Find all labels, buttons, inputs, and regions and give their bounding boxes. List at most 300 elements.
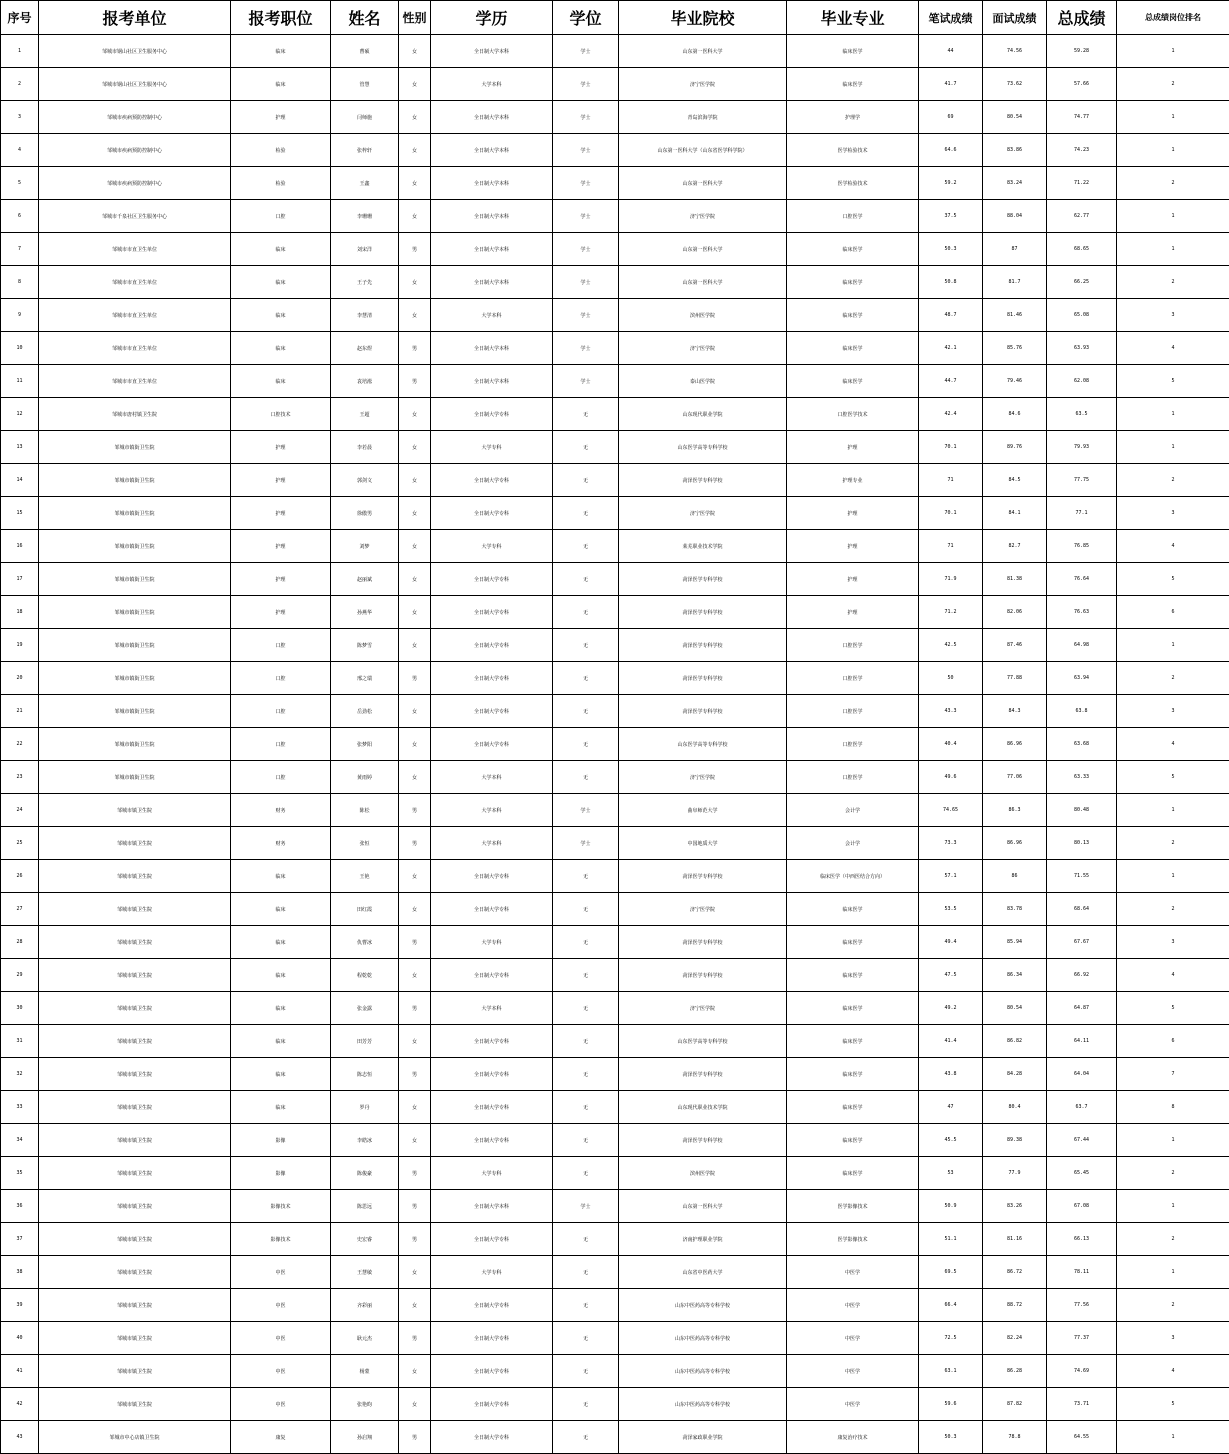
gender-cell: 女	[399, 596, 431, 629]
total-score-cell: 62.77	[1047, 200, 1117, 233]
degree-cell: 无	[553, 530, 619, 563]
interview-score-cell: 88.72	[983, 1289, 1047, 1322]
seq-cell: 20	[1, 662, 39, 695]
education-cell: 大学本科	[431, 299, 553, 332]
name-cell: 张梦阳	[331, 728, 399, 761]
gender-cell: 男	[399, 1157, 431, 1190]
table-row	[1, 497, 1229, 530]
total-score-cell: 57.66	[1047, 68, 1117, 101]
major-cell: 口腔医学	[787, 695, 919, 728]
degree-cell: 学士	[553, 101, 619, 134]
table-row	[1, 728, 1229, 761]
interview-score-cell: 84.5	[983, 464, 1047, 497]
name-cell: 刘梦	[331, 530, 399, 563]
gender-cell: 女	[399, 200, 431, 233]
interview-score-cell: 81.46	[983, 299, 1047, 332]
position-cell: 影像技术	[231, 1190, 331, 1223]
major-cell: 临床医学	[787, 299, 919, 332]
written-score-cell: 47	[919, 1091, 983, 1124]
position-cell: 临床	[231, 860, 331, 893]
total-score-cell: 71.55	[1047, 860, 1117, 893]
total-score-cell: 63.33	[1047, 761, 1117, 794]
major-cell: 医学检验技术	[787, 134, 919, 167]
degree-cell: 无	[553, 398, 619, 431]
interview-score-cell: 84.28	[983, 1058, 1047, 1091]
gender-cell: 男	[399, 233, 431, 266]
unit-cell: 邹城市镇卫生院	[39, 860, 231, 893]
total-score-cell: 65.45	[1047, 1157, 1117, 1190]
interview-score-cell: 84.1	[983, 497, 1047, 530]
interview-score-cell: 87.82	[983, 1388, 1047, 1421]
major-cell: 护理	[787, 563, 919, 596]
name-cell: 邢之瑞	[331, 662, 399, 695]
header-gender: 性别	[399, 1, 431, 35]
written-score-cell: 49.4	[919, 926, 983, 959]
total-score-cell: 74.23	[1047, 134, 1117, 167]
interview-score-cell: 86.96	[983, 827, 1047, 860]
major-cell: 口腔医学	[787, 761, 919, 794]
total-score-cell: 63.93	[1047, 332, 1117, 365]
major-cell: 口腔医学	[787, 629, 919, 662]
seq-cell: 29	[1, 959, 39, 992]
major-cell: 中医学	[787, 1256, 919, 1289]
unit-cell: 邹城市唐村镇卫生院	[39, 398, 231, 431]
seq-cell: 17	[1, 563, 39, 596]
header-major: 毕业专业	[787, 1, 919, 35]
degree-cell: 无	[553, 1058, 619, 1091]
total-score-cell: 77.56	[1047, 1289, 1117, 1322]
name-cell: 徐傲男	[331, 497, 399, 530]
degree-cell: 无	[553, 497, 619, 530]
rank-cell: 2	[1117, 1223, 1229, 1256]
school-cell: 菏泽医学专科学校	[619, 959, 787, 992]
position-cell: 财务	[231, 827, 331, 860]
table-row	[1, 992, 1229, 1025]
total-score-cell: 64.04	[1047, 1058, 1117, 1091]
name-cell: 仇曹冰	[331, 926, 399, 959]
rank-cell: 3	[1117, 497, 1229, 530]
position-cell: 临床	[231, 233, 331, 266]
position-cell: 临床	[231, 1025, 331, 1058]
school-cell: 济南护理职业学院	[619, 1223, 787, 1256]
degree-cell: 学士	[553, 266, 619, 299]
seq-cell: 1	[1, 35, 39, 68]
major-cell: 护理学	[787, 101, 919, 134]
rank-cell: 5	[1117, 992, 1229, 1025]
rank-cell: 7	[1117, 1058, 1229, 1091]
unit-cell: 邹城市市直卫生单位	[39, 365, 231, 398]
gender-cell: 女	[399, 68, 431, 101]
rank-cell: 4	[1117, 1355, 1229, 1388]
education-cell: 全日制大学专科	[431, 1421, 553, 1454]
table-header	[1, 1, 1229, 35]
degree-cell: 学士	[553, 200, 619, 233]
total-score-cell: 68.65	[1047, 233, 1117, 266]
education-cell: 大学本科	[431, 827, 553, 860]
interview-score-cell: 77.06	[983, 761, 1047, 794]
rank-cell: 3	[1117, 926, 1229, 959]
header-seq: 序号	[1, 1, 39, 35]
written-score-cell: 37.5	[919, 200, 983, 233]
table-row	[1, 959, 1229, 992]
total-score-cell: 76.64	[1047, 563, 1117, 596]
rank-cell: 5	[1117, 1388, 1229, 1421]
degree-cell: 无	[553, 629, 619, 662]
table-row	[1, 35, 1229, 68]
total-score-cell: 63.94	[1047, 662, 1117, 695]
major-cell: 医学影像技术	[787, 1190, 919, 1223]
seq-cell: 32	[1, 1058, 39, 1091]
interview-score-cell: 81.16	[983, 1223, 1047, 1256]
gender-cell: 女	[399, 695, 431, 728]
seq-cell: 41	[1, 1355, 39, 1388]
school-cell: 山东省中医药大学	[619, 1256, 787, 1289]
interview-score-cell: 85.94	[983, 926, 1047, 959]
degree-cell: 无	[553, 761, 619, 794]
school-cell: 山东中医药高等专科学校	[619, 1289, 787, 1322]
position-cell: 临床	[231, 992, 331, 1025]
table-row	[1, 1124, 1229, 1157]
education-cell: 全日制大学本科	[431, 134, 553, 167]
total-score-cell: 63.8	[1047, 695, 1117, 728]
total-score-cell: 63.7	[1047, 1091, 1117, 1124]
degree-cell: 无	[553, 926, 619, 959]
position-cell: 口腔	[231, 761, 331, 794]
name-cell: 王慧敏	[331, 1256, 399, 1289]
unit-cell: 邹城市市直卫生单位	[39, 266, 231, 299]
rank-cell: 4	[1117, 959, 1229, 992]
written-score-cell: 53	[919, 1157, 983, 1190]
degree-cell: 无	[553, 1223, 619, 1256]
school-cell: 济宁医学院	[619, 497, 787, 530]
education-cell: 全日制大学本科	[431, 101, 553, 134]
education-cell: 全日制大学本科	[431, 332, 553, 365]
name-cell: 张金露	[331, 992, 399, 1025]
position-cell: 检验	[231, 134, 331, 167]
position-cell: 检验	[231, 167, 331, 200]
unit-cell: 邹城市镇卫生院	[39, 992, 231, 1025]
seq-cell: 43	[1, 1421, 39, 1454]
school-cell: 山东医学高等专科学校	[619, 728, 787, 761]
education-cell: 全日制大学专科	[431, 1124, 553, 1157]
gender-cell: 女	[399, 398, 431, 431]
total-score-cell: 66.25	[1047, 266, 1117, 299]
degree-cell: 无	[553, 662, 619, 695]
interview-score-cell: 81.38	[983, 563, 1047, 596]
written-score-cell: 72.5	[919, 1322, 983, 1355]
unit-cell: 邹城市镇卫生院	[39, 893, 231, 926]
table-row	[1, 200, 1229, 233]
seq-cell: 19	[1, 629, 39, 662]
education-cell: 全日制大学专科	[431, 959, 553, 992]
written-score-cell: 57.1	[919, 860, 983, 893]
position-cell: 影像技术	[231, 1223, 331, 1256]
major-cell: 口腔医学	[787, 728, 919, 761]
unit-cell: 邹城市镇卫生院	[39, 1223, 231, 1256]
total-score-cell: 79.93	[1047, 431, 1117, 464]
position-cell: 临床	[231, 299, 331, 332]
header-position: 报考职位	[231, 1, 331, 35]
unit-cell: 邹城市中心店镇卫生院	[39, 1421, 231, 1454]
education-cell: 全日制大学专科	[431, 629, 553, 662]
interview-score-cell: 86.96	[983, 728, 1047, 761]
interview-score-cell: 83.78	[983, 893, 1047, 926]
interview-score-cell: 73.62	[983, 68, 1047, 101]
interview-score-cell: 88.04	[983, 200, 1047, 233]
unit-cell: 邹城市镇街卫生院	[39, 431, 231, 464]
table-row	[1, 365, 1229, 398]
gender-cell: 女	[399, 1388, 431, 1421]
header-interview-score: 面试成绩	[983, 1, 1047, 35]
interview-score-cell: 84.6	[983, 398, 1047, 431]
written-score-cell: 59.6	[919, 1388, 983, 1421]
gender-cell: 女	[399, 299, 431, 332]
written-score-cell: 51.1	[919, 1223, 983, 1256]
name-cell: 王艳	[331, 860, 399, 893]
position-cell: 中医	[231, 1256, 331, 1289]
table-row	[1, 860, 1229, 893]
degree-cell: 学士	[553, 233, 619, 266]
written-score-cell: 48.7	[919, 299, 983, 332]
major-cell: 临床医学	[787, 68, 919, 101]
name-cell: 罗丹	[331, 1091, 399, 1124]
major-cell: 护理专业	[787, 464, 919, 497]
major-cell: 临床医学	[787, 1091, 919, 1124]
major-cell: 临床医学	[787, 893, 919, 926]
education-cell: 全日制大学本科	[431, 200, 553, 233]
unit-cell: 邹城市镇街卫生院	[39, 497, 231, 530]
gender-cell: 男	[399, 827, 431, 860]
rank-cell: 4	[1117, 728, 1229, 761]
written-score-cell: 50.3	[919, 233, 983, 266]
degree-cell: 学士	[553, 35, 619, 68]
degree-cell: 学士	[553, 134, 619, 167]
major-cell: 会计学	[787, 827, 919, 860]
total-score-cell: 68.64	[1047, 893, 1117, 926]
name-cell: 陈志恒	[331, 1058, 399, 1091]
rank-cell: 1	[1117, 398, 1229, 431]
table-row	[1, 629, 1229, 662]
interview-score-cell: 80.54	[983, 101, 1047, 134]
unit-cell: 邹城市镇卫生院	[39, 1289, 231, 1322]
name-cell: 赵东煜	[331, 332, 399, 365]
interview-score-cell: 86.82	[983, 1025, 1047, 1058]
name-cell: 郭剑文	[331, 464, 399, 497]
education-cell: 全日制大学专科	[431, 1289, 553, 1322]
seq-cell: 13	[1, 431, 39, 464]
gender-cell: 女	[399, 563, 431, 596]
rank-cell: 2	[1117, 167, 1229, 200]
major-cell: 康复治疗技术	[787, 1421, 919, 1454]
major-cell: 口腔医学	[787, 200, 919, 233]
header-school: 毕业院校	[619, 1, 787, 35]
interview-score-cell: 83.26	[983, 1190, 1047, 1223]
written-score-cell: 42.4	[919, 398, 983, 431]
position-cell: 护理	[231, 497, 331, 530]
degree-cell: 学士	[553, 68, 619, 101]
education-cell: 全日制大学专科	[431, 1355, 553, 1388]
interview-score-cell: 86.72	[983, 1256, 1047, 1289]
seq-cell: 10	[1, 332, 39, 365]
gender-cell: 女	[399, 497, 431, 530]
degree-cell: 无	[553, 563, 619, 596]
school-cell: 滨州医学院	[619, 299, 787, 332]
school-cell: 山东第一医科大学	[619, 35, 787, 68]
rank-cell: 6	[1117, 1025, 1229, 1058]
name-cell: 王子先	[331, 266, 399, 299]
written-score-cell: 49.2	[919, 992, 983, 1025]
table-row	[1, 68, 1229, 101]
written-score-cell: 50.3	[919, 1421, 983, 1454]
education-cell: 大学专科	[431, 1256, 553, 1289]
total-score-cell: 76.63	[1047, 596, 1117, 629]
seq-cell: 9	[1, 299, 39, 332]
total-score-cell: 76.85	[1047, 530, 1117, 563]
table-row	[1, 926, 1229, 959]
name-cell: 陈梦雪	[331, 629, 399, 662]
seq-cell: 15	[1, 497, 39, 530]
total-score-cell: 74.77	[1047, 101, 1117, 134]
name-cell: 王鑫	[331, 167, 399, 200]
table-row	[1, 893, 1229, 926]
unit-cell: 邹城市市直卫生单位	[39, 233, 231, 266]
table-row	[1, 1223, 1229, 1256]
major-cell: 中医学	[787, 1322, 919, 1355]
education-cell: 全日制大学专科	[431, 860, 553, 893]
degree-cell: 无	[553, 1421, 619, 1454]
gender-cell: 女	[399, 761, 431, 794]
rank-cell: 1	[1117, 1190, 1229, 1223]
school-cell: 菏泽医学专科学校	[619, 596, 787, 629]
education-cell: 大学专科	[431, 926, 553, 959]
rank-cell: 6	[1117, 596, 1229, 629]
education-cell: 全日制大学专科	[431, 1223, 553, 1256]
table-row	[1, 761, 1229, 794]
written-score-cell: 43.8	[919, 1058, 983, 1091]
seq-cell: 16	[1, 530, 39, 563]
name-cell: 岳劲松	[331, 695, 399, 728]
seq-cell: 3	[1, 101, 39, 134]
total-score-cell: 74.69	[1047, 1355, 1117, 1388]
degree-cell: 无	[553, 464, 619, 497]
name-cell: 齐彩丽	[331, 1289, 399, 1322]
education-cell: 全日制大学专科	[431, 893, 553, 926]
total-score-cell: 80.13	[1047, 827, 1117, 860]
table-row	[1, 101, 1229, 134]
interview-score-cell: 81.7	[983, 266, 1047, 299]
position-cell: 护理	[231, 101, 331, 134]
education-cell: 全日制大学专科	[431, 728, 553, 761]
written-score-cell: 59.2	[919, 167, 983, 200]
total-score-cell: 64.11	[1047, 1025, 1117, 1058]
rank-cell: 2	[1117, 1289, 1229, 1322]
unit-cell: 邹城市镇卫生院	[39, 827, 231, 860]
written-score-cell: 73.3	[919, 827, 983, 860]
rank-cell: 1	[1117, 1256, 1229, 1289]
position-cell: 口腔	[231, 695, 331, 728]
seq-cell: 4	[1, 134, 39, 167]
degree-cell: 学士	[553, 827, 619, 860]
interview-score-cell: 86.28	[983, 1355, 1047, 1388]
position-cell: 临床	[231, 332, 331, 365]
major-cell: 护理	[787, 431, 919, 464]
total-score-cell: 63.68	[1047, 728, 1117, 761]
total-score-cell: 64.87	[1047, 992, 1117, 1025]
education-cell: 大学专科	[431, 1157, 553, 1190]
name-cell: 袁培淞	[331, 365, 399, 398]
major-cell: 临床医学	[787, 365, 919, 398]
unit-cell: 邹城市镇卫生院	[39, 794, 231, 827]
position-cell: 中医	[231, 1289, 331, 1322]
table-row	[1, 431, 1229, 464]
gender-cell: 女	[399, 134, 431, 167]
written-score-cell: 41.7	[919, 68, 983, 101]
unit-cell: 邹城市镇街卫生院	[39, 728, 231, 761]
written-score-cell: 42.1	[919, 332, 983, 365]
written-score-cell: 40.4	[919, 728, 983, 761]
seq-cell: 28	[1, 926, 39, 959]
table-row	[1, 398, 1229, 431]
degree-cell: 无	[553, 860, 619, 893]
education-cell: 大学专科	[431, 431, 553, 464]
gender-cell: 女	[399, 860, 431, 893]
unit-cell: 邹城市镇街卫生院	[39, 761, 231, 794]
written-score-cell: 50.8	[919, 266, 983, 299]
degree-cell: 无	[553, 1322, 619, 1355]
rank-cell: 5	[1117, 365, 1229, 398]
written-score-cell: 71	[919, 530, 983, 563]
rank-cell: 3	[1117, 695, 1229, 728]
school-cell: 菏泽医学专科学校	[619, 662, 787, 695]
interview-score-cell: 80.54	[983, 992, 1047, 1025]
school-cell: 中国地质大学	[619, 827, 787, 860]
gender-cell: 女	[399, 167, 431, 200]
seq-cell: 30	[1, 992, 39, 1025]
unit-cell: 邹城市钢山社区卫生服务中心	[39, 68, 231, 101]
major-cell: 临床医学	[787, 1157, 919, 1190]
gender-cell: 男	[399, 1190, 431, 1223]
education-cell: 全日制大学专科	[431, 1388, 553, 1421]
name-cell: 田芳芳	[331, 1025, 399, 1058]
school-cell: 济宁医学院	[619, 761, 787, 794]
interview-score-cell: 80.4	[983, 1091, 1047, 1124]
unit-cell: 邹城市镇街卫生院	[39, 530, 231, 563]
unit-cell: 邹城市镇卫生院	[39, 959, 231, 992]
unit-cell: 邹城市市直卫生单位	[39, 299, 231, 332]
total-score-cell: 67.67	[1047, 926, 1117, 959]
name-cell: 孙燕华	[331, 596, 399, 629]
major-cell: 临床医学	[787, 992, 919, 1025]
table-row	[1, 1157, 1229, 1190]
written-score-cell: 69.5	[919, 1256, 983, 1289]
position-cell: 临床	[231, 893, 331, 926]
written-score-cell: 71.2	[919, 596, 983, 629]
degree-cell: 学士	[553, 1190, 619, 1223]
total-score-cell: 59.28	[1047, 35, 1117, 68]
written-score-cell: 71	[919, 464, 983, 497]
rank-cell: 2	[1117, 68, 1229, 101]
table-row	[1, 1091, 1229, 1124]
gender-cell: 男	[399, 1058, 431, 1091]
rank-cell: 3	[1117, 299, 1229, 332]
degree-cell: 无	[553, 1355, 619, 1388]
gender-cell: 男	[399, 365, 431, 398]
rank-cell: 1	[1117, 431, 1229, 464]
table-row	[1, 233, 1229, 266]
unit-cell: 邹城市镇卫生院	[39, 1091, 231, 1124]
education-cell: 全日制大学专科	[431, 662, 553, 695]
seq-cell: 8	[1, 266, 39, 299]
